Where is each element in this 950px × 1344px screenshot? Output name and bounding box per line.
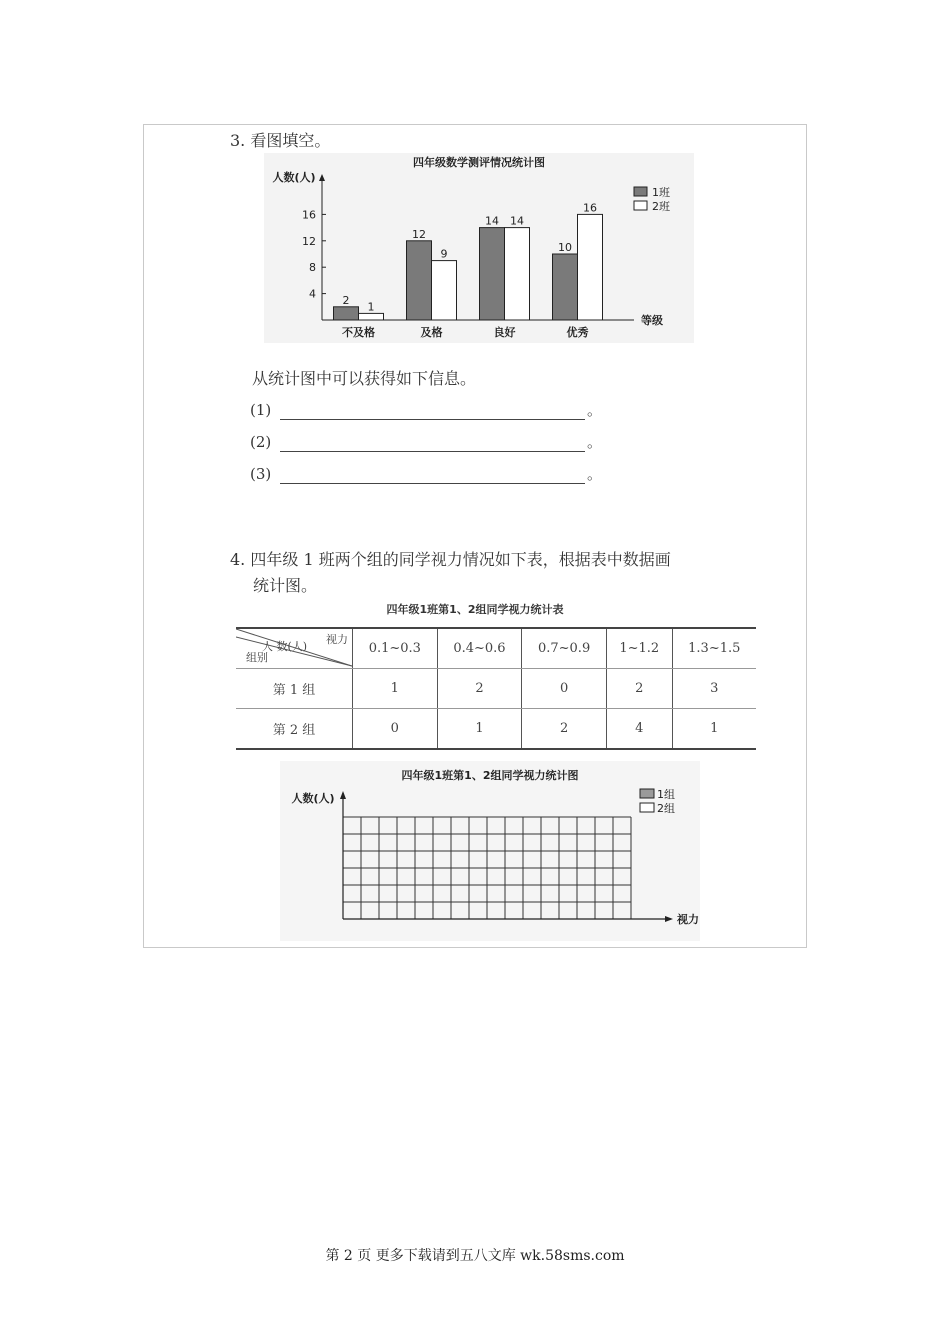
bar-2班-及格 (432, 261, 457, 320)
legend-swatch (640, 803, 654, 812)
table-header-row (236, 628, 756, 669)
corner-label-vision: 视力 (326, 633, 348, 646)
legend-swatch (640, 789, 654, 798)
category-label: 不及格 (342, 326, 375, 339)
vision-table (236, 627, 756, 750)
data-label: 9 (440, 247, 448, 261)
info-prompt: 从统计图中可以获得如下信息。 (252, 369, 477, 388)
table-cell: 2 (437, 669, 522, 709)
category-label: 优秀 (566, 326, 589, 339)
table-cell: 0 (353, 709, 438, 750)
y-tick-label: 12 (302, 234, 316, 248)
answer-line[interactable] (280, 405, 585, 420)
table-cell: 2 (522, 709, 607, 750)
blank-label: (3) (250, 465, 272, 483)
question-3-prompt: 3. 看图填空。 (230, 131, 331, 150)
page-footer: 第 2 页 更多下载请到五八文库 wk.58sms.com (325, 1248, 625, 1264)
y-tick-label: 8 (309, 261, 316, 275)
data-label: 12 (412, 227, 426, 241)
blank-label: (1) (250, 401, 272, 419)
table-cell: 1 (672, 709, 756, 750)
bar-2班-良好 (505, 228, 530, 320)
bar-2班-优秀 (578, 214, 603, 320)
y-axis-label: 人数(人) (291, 792, 335, 805)
table-row (236, 709, 756, 750)
y-tick-label: 4 (309, 287, 316, 301)
corner-label-count: 人 数(人) (262, 640, 308, 653)
category-label: 及格 (420, 326, 443, 339)
data-label: 16 (583, 201, 597, 215)
question-4-prompt-line1: 4. 四年级 1 班两个组的同学视力情况如下表，根据表中数据画 (230, 550, 671, 569)
blank-period: 。 (587, 433, 603, 451)
table-cell: 1 (353, 669, 438, 709)
answer-blank-3[interactable] (250, 463, 602, 484)
question-4-prompt-line2: 统计图。 (253, 576, 318, 595)
legend-label: 2组 (657, 802, 675, 815)
bar-2班-不及格 (359, 313, 384, 320)
legend-label: 2班 (652, 200, 670, 213)
data-label: 14 (485, 214, 499, 228)
math-assessment-bar-chart (264, 153, 694, 343)
row-label: 第 1 组 (236, 669, 353, 709)
legend-label: 1班 (652, 186, 670, 199)
chart-title: 四年级1班第1、2组同学视力统计图 (401, 769, 579, 782)
y-axis-label: 人数(人) (272, 171, 316, 184)
table-corner-cell (236, 628, 353, 669)
table-cell: 2 (606, 669, 672, 709)
column-header: 1~1.2 (606, 628, 672, 669)
answer-line[interactable] (280, 437, 585, 452)
legend-swatch (634, 187, 647, 196)
data-label: 1 (367, 300, 375, 314)
column-header: 0.7~0.9 (522, 628, 607, 669)
blank-period: 。 (587, 465, 603, 483)
row-label: 第 2 组 (236, 709, 353, 750)
x-axis-label: 等级 (641, 314, 663, 327)
table-cell: 4 (606, 709, 672, 750)
y-tick-label: 16 (302, 208, 316, 222)
bar-1班-不及格 (334, 307, 359, 320)
chart-title: 四年级数学测评情况统计图 (413, 156, 545, 169)
x-axis-label: 视力 (677, 913, 699, 926)
data-label: 10 (558, 241, 572, 254)
column-header: 1.3~1.5 (672, 628, 756, 669)
data-label: 14 (510, 214, 524, 228)
bar-1班-优秀 (553, 254, 578, 320)
answer-blank-1[interactable] (250, 399, 602, 420)
corner-label-group: 组别 (246, 651, 268, 664)
data-label: 2 (342, 293, 350, 307)
worksheet-scan (143, 124, 807, 948)
table-row (236, 669, 756, 709)
bar-1班-及格 (407, 241, 432, 320)
bar-1班-良好 (480, 228, 505, 320)
vision-blank-grid-chart (280, 761, 700, 941)
blank-period: 。 (587, 401, 603, 419)
table-cell: 0 (522, 669, 607, 709)
blank-label: (2) (250, 433, 272, 451)
answer-blank-2[interactable] (250, 431, 602, 452)
table-cell: 1 (437, 709, 522, 750)
answer-line[interactable] (280, 469, 585, 484)
column-header: 0.1~0.3 (353, 628, 438, 669)
category-label: 良好 (493, 326, 516, 339)
vision-table-title: 四年级1班第1、2组同学视力统计表 (386, 603, 564, 616)
legend-label: 1组 (657, 788, 675, 801)
legend-swatch (634, 201, 647, 210)
table-cell: 3 (672, 669, 756, 709)
column-header: 0.4~0.6 (437, 628, 522, 669)
